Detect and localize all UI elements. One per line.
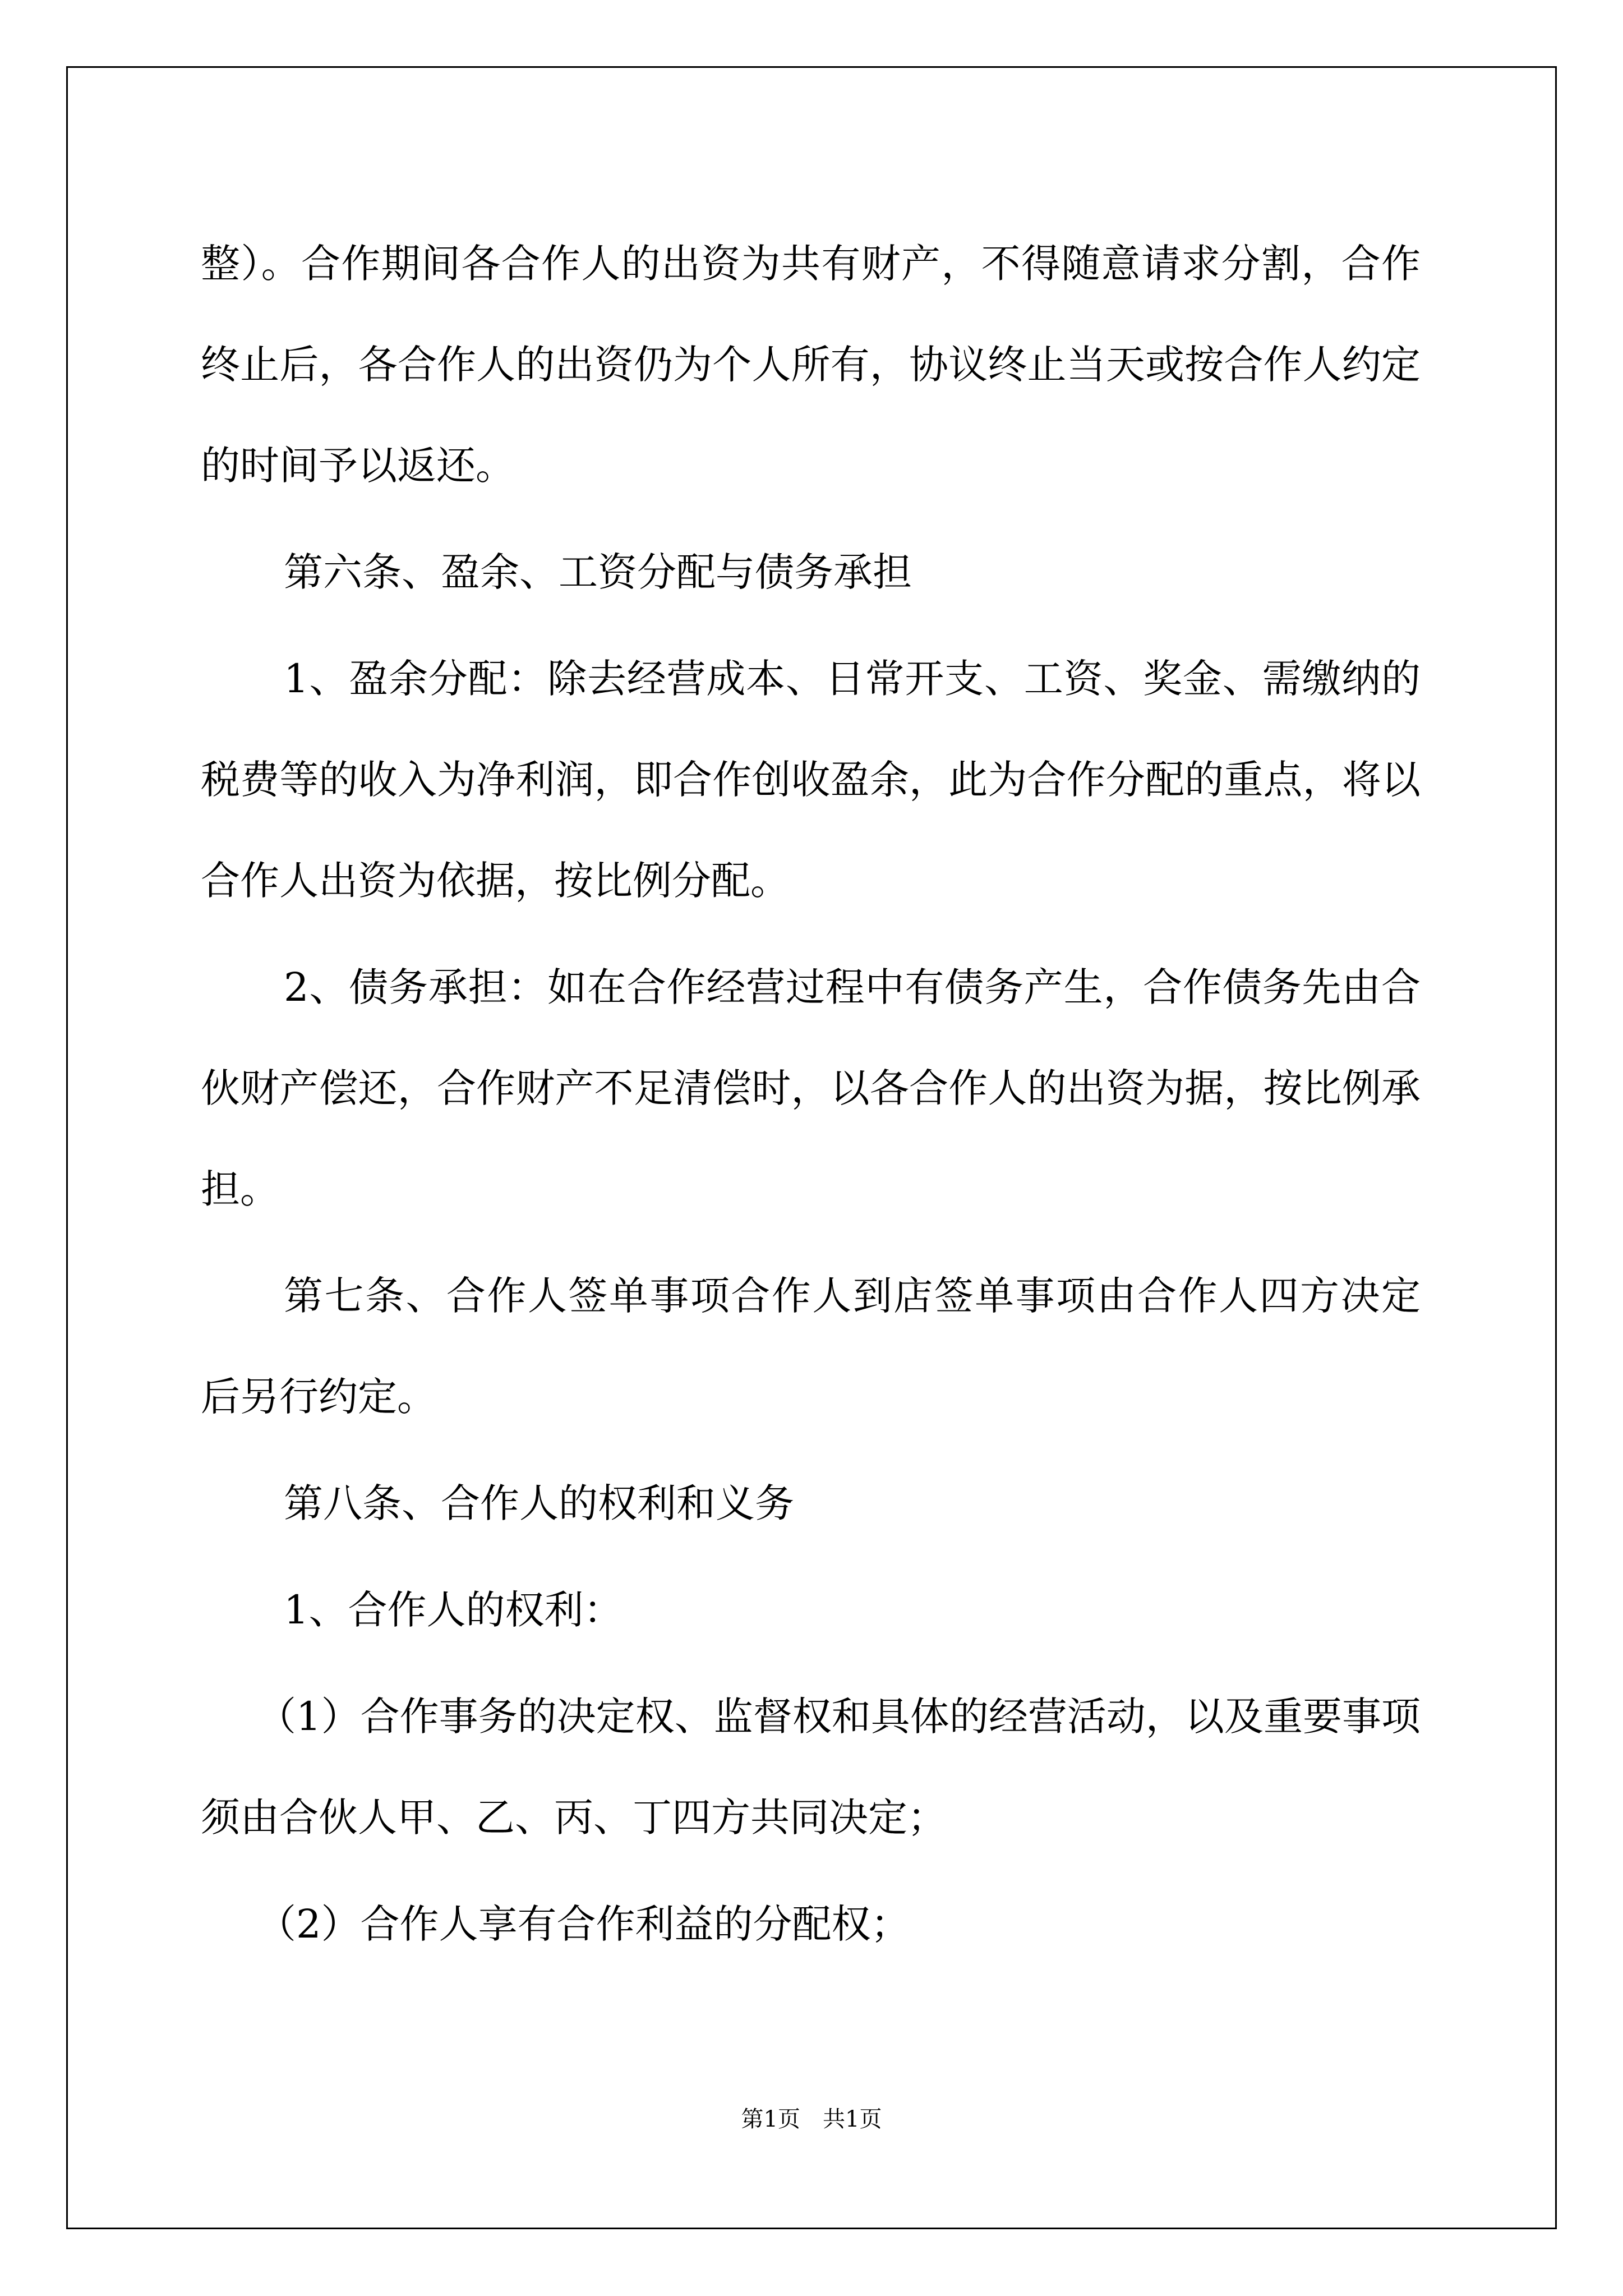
article-6-heading: 第六条、盈余、工资分配与债务承担 [284,549,912,595]
clause-debt-bearing: 2、债务承担：如在合作经营过程中有债务产生，合作债务先由合伙财产偿还，合作财产不足清偿时，以各合作人的出资为据，按比例承担。 [201,964,1421,1212]
page-footer [0,2102,1623,2136]
article-7-signing: 第七条、合作人签单事项合作人到店签单事项由合作人四方决定后另行约定。 [201,1273,1421,1420]
page-number-current: 第1页 [741,2106,800,2132]
paragraph-continuation: 整）。合作期间各合作人的出资为共有财产，不得随意请求分割，合作终止后，各合作人的出资仍为个人所有，协议终止当天或按合作人约定的时间予以返还。 [201,241,1421,489]
right-item-2: （2）合作人享有合作利益的分配权； [257,1901,910,1947]
right-item-1: （1）合作事务的决定权、监督权和具体的经营活动，以及重要事项须由合伙人甲、乙、丙、丁四方共同决定； [201,1694,1421,1841]
document-body [201,213,1421,1980]
clause-partner-rights: 1、合作人的权利： [284,1587,623,1633]
clause-surplus-distribution: 1、盈余分配：除去经营成本、日常开支、工资、奖金、需缴纳的税费等的收入为净利润，即合作创收盈余，此为合作分配的重点，将以合作人出资为依据，按比例分配。 [201,656,1421,904]
article-8-heading: 第八条、合作人的权利和义务 [284,1480,794,1526]
page-number-total: 共1页 [823,2106,882,2132]
